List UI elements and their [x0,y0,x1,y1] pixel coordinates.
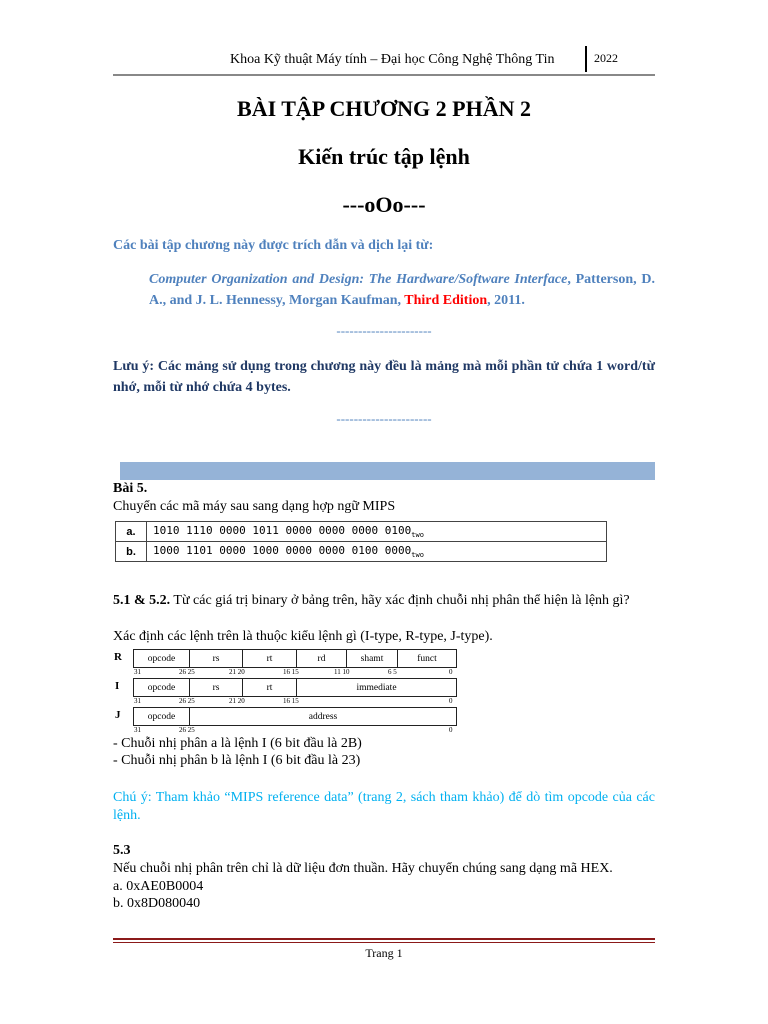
footer-rule-thin [113,942,655,943]
machine-code-table [115,521,607,562]
question-text: Từ các giá trị binary ở bảng trên, hãy xác định chuỗi nhị phân thể hiện là lệnh gì? [170,593,630,608]
note: Lưu ý: Các mảng sử dụng trong chương này đều là mảng mà mỗi phần tử chứa 1 word/từ nhớ, mỗi từ nhớ chứa 4 bytes. [113,359,655,395]
question-5-3-text: Nếu chuỗi nhị phân trên chỉ là dữ liệu đơn thuần. Hãy chuyển chúng sang dạng mã HEX. [113,861,613,876]
bit-label: 31 [134,697,141,705]
exercise-intro: Chuyển các mã máy sau sang dạng hợp ngữ MIPS [113,499,396,514]
bit-label: 26 25 [179,726,195,734]
separator-2: ---------------------- [336,411,432,426]
source-intro: Các bài tập chương này được trích dẫn và dịch lại từ: [113,238,434,253]
separator-1: ---------------------- [336,323,432,338]
field-opcode: opcode [134,708,190,725]
question-5-3-number: 5.3 [113,843,131,858]
page-subtitle: Kiến trúc tập lệnh [298,144,470,169]
row-label: a. [116,522,147,542]
binary-value: 1010 1110 0000 1011 0000 0000 0000 $0100_{two}$ [147,522,607,542]
page-number: Trang 1 [365,946,403,960]
field-immediate: immediate [356,682,397,693]
bit-label: 16 15 [283,668,299,676]
book-title: Computer Organization and Design: The Hardware/Software Interface [149,272,568,287]
field-shamt: shamt [347,650,398,667]
format-row-i [133,678,457,697]
header-rule [113,74,655,76]
answer-b: - Chuỗi nhị phân b là lệnh I (6 bit đầu là 23) [113,753,361,768]
field-rt: rt [243,650,297,667]
section-bar [120,462,655,480]
binary-value: 1000 1101 0000 1000 0000 0000 0100 $0000_{two}$ [147,542,607,562]
footer-rule-thick [113,938,655,940]
page-title: BÀI TẬP CHƯƠNG 2 PHẦN 2 [237,96,531,121]
question-number: 5.1 & 5.2. [113,593,171,608]
book-edition: Third Edition [404,293,488,308]
header-institution: Khoa Kỹ thuật Máy tính – Đại học Công Nghệ Thông Tin [230,52,555,67]
question-5-1 [113,592,655,610]
bit-label: 6 5 [388,668,397,676]
source-reference [149,269,655,311]
bit-label: 16 15 [283,697,299,705]
bit-label: 31 [134,668,141,676]
hint-text: Chú ý: Tham khảo “MIPS reference data” (trang 2, sách tham khảo) để dò tìm opcode của các lệnh. [113,790,655,823]
book-year: , 2011. [487,293,525,308]
field-rt: rt [243,679,297,696]
bit-label: 21 20 [229,697,245,705]
bit-label: 21 20 [229,668,245,676]
table-row [116,522,607,542]
field-rs: rs [190,679,243,696]
header-divider [585,46,587,72]
format-letter-j: J [115,709,121,721]
table-row [116,542,607,562]
row-label: b. [116,542,147,562]
bit-label: 0 [449,726,453,734]
field-opcode: opcode [134,679,190,696]
answer-a: - Chuỗi nhị phân a là lệnh I (6 bit đầu là 2B) [113,736,362,751]
bit-label: 26 25 [179,697,195,705]
field-address: address [308,711,338,722]
format-letter-r: R [114,651,122,663]
bit-label: 0 [449,697,453,705]
format-row-j [133,707,457,726]
field-opcode: opcode [134,650,190,667]
field-rs: rs [190,650,243,667]
question-5-1-line2: Xác định các lệnh trên là thuộc kiểu lệnh gì (I-type, R-type, J-type). [113,629,493,644]
bit-label: 26 25 [179,668,195,676]
book-authors: , Patterson, D. A., and J. L. Hennessy, Morgan Kaufman, [149,272,655,308]
title-ornament: ---oOo--- [342,192,426,217]
exercise-title: Bài 5. [113,481,148,496]
answer-5-3-b: b. 0x8D080040 [113,896,201,911]
field-rd: rd [297,650,347,667]
bit-label: 11 10 [334,668,350,676]
format-letter-i: I [115,680,120,692]
format-row-r [133,649,457,668]
header-year: 2022 [594,51,618,65]
field-funct: funct [417,653,437,664]
bit-label: 31 [134,726,141,734]
bit-label: 0 [449,668,453,676]
answer-5-3-a: a. 0xAE0B0004 [113,879,204,894]
